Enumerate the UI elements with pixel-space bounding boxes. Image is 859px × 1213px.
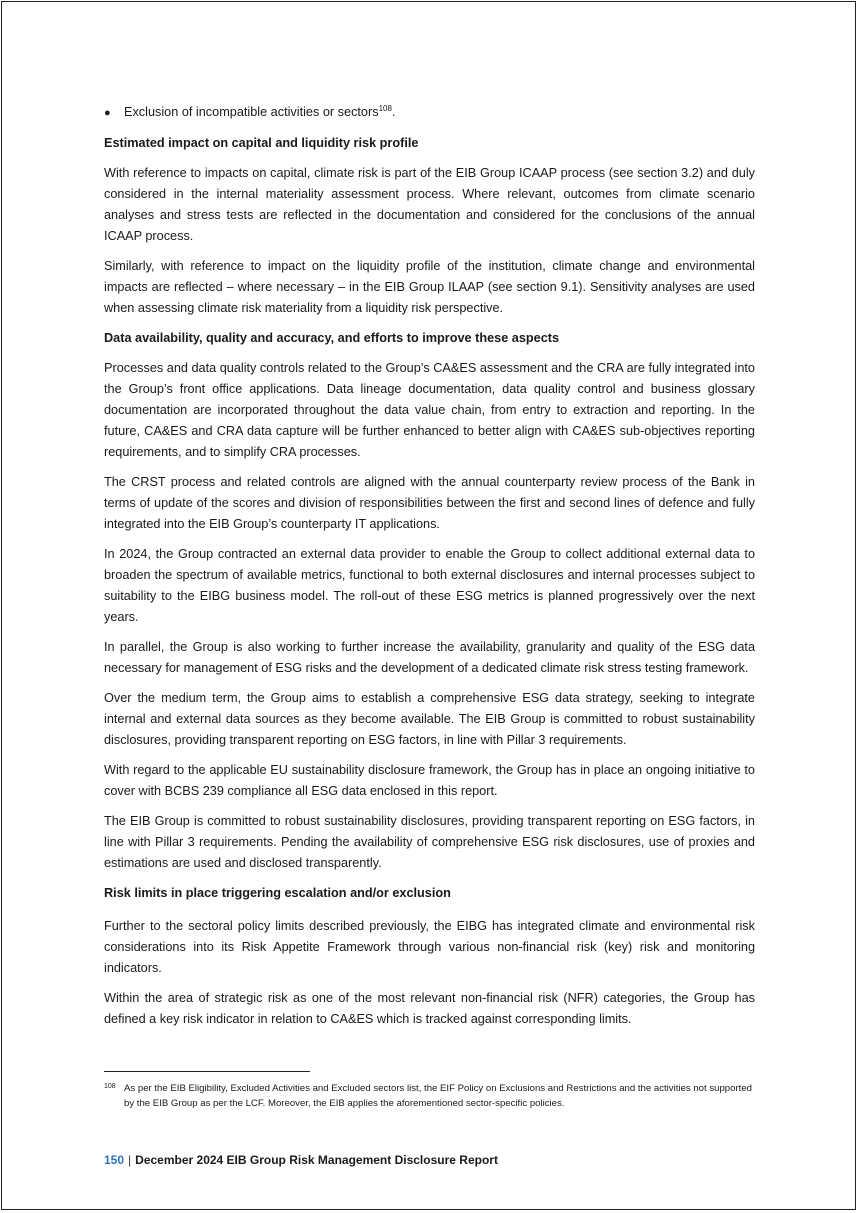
capital-heading: Estimated impact on capital and liquidity risk profile [104, 136, 419, 150]
data-paragraph-1: Processes and data quality controls related to the Group’s CA&ES assessment and the CRA are fully integrated into the Group’s front office applications. Data lineage documentation, data quality control and business glossary documentation are incorporated throughout the data value chain, from entry to extraction and reporting. In the future, CA&ES and CRA data capture will be further enhanced to better align with CA&ES sub-objectives reporting requirements, and to simplify CRA processes. [104, 361, 755, 459]
bullet-text: Exclusion of incompatible activities or sectors [124, 105, 379, 119]
page-body [104, 102, 755, 1039]
limits-paragraph-2: Within the area of strategic risk as one of the most relevant non-financial risk (NFR) categories, the Group has defined a key risk indicator in relation to CA&ES which is tracked against corresponding limits. [104, 991, 755, 1026]
capital-paragraph-2: Similarly, with reference to impact on the liquidity profile of the institution, climate change and environmental impacts are reflected – where necessary – in the EIB Group ILAAP (see section 9.1). Sensitivity analyses are used when assessing climate risk materiality from a liquidity risk perspective. [104, 259, 755, 315]
footnote-reference[interactable]: 108 [378, 104, 392, 113]
data-paragraph-3: In 2024, the Group contracted an external data provider to enable the Group to collect additional external data to broaden the spectrum of available metrics, functional to both external disclosures and internal processes subject to suitability to the EIBG business model. The roll-out of these ESG metrics is planned progressively over the next years. [104, 547, 755, 624]
limits-paragraph-1: Further to the sectoral policy limits described previously, the EIBG has integrated climate and environmental risk considerations into its Risk Appetite Framework through various non-financial risk (key) risk and monitoring indicators. [104, 919, 755, 975]
capital-paragraph-1: With reference to impacts on capital, climate risk is part of the EIB Group ICAAP process (see section 3.2) and duly considered in the internal materiality assessment process. Where relevant, outcomes from climate scenario analyses and stress tests are reflected in the documentation and considered for the conclusions of the annual ICAAP process. [104, 166, 755, 243]
bullet-suffix: . [391, 105, 396, 119]
data-heading: Data availability, quality and accuracy, and efforts to improve these aspects [104, 331, 560, 345]
bullet-text-wrap [124, 102, 395, 123]
data-paragraph-4: In parallel, the Group is also working to further increase the availability, granularity and quality of the ESG data necessary for management of ESG risks and the development of a dedicated climate risk stress testing framework. [104, 640, 755, 675]
footnote-text: As per the EIB Eligibility, Excluded Activities and Excluded sectors list, the EIF Policy on Exclusions and Restrictions and the activities not supported by the EIB Group as per the LCF. Moreover, the EIB applies the aforementioned sector-specific policies. [124, 1083, 752, 1109]
data-paragraph-5: Over the medium term, the Group aims to establish a comprehensive ESG data strategy, seeking to integrate internal and external data sources as they become available. The EIB Group is committed to robust sustainability disclosures, providing transparent reporting on ESG factors, in line with Pillar 3 requirements. [104, 691, 755, 747]
page-number: 150 [104, 1153, 125, 1167]
data-paragraph-6: With regard to the applicable EU sustainability disclosure framework, the Group has in place an ongoing initiative to cover with BCBS 239 compliance all ESG data enclosed in this report. [104, 763, 755, 798]
footnote [104, 1081, 755, 1111]
bullet-item [104, 102, 755, 124]
footnote-number: 108 [104, 1083, 116, 1090]
footnote-divider [104, 1071, 310, 1072]
footer-separator: | [128, 1153, 132, 1167]
data-paragraph-7: The EIB Group is committed to robust sustainability disclosures, providing transparent reporting on ESG factors, in line with Pillar 3 requirements. Pending the availability of comprehensive ESG risk disclosures, use of proxies and estimations are used and disclosed transparently. [104, 814, 755, 870]
bullet-dot-icon: ● [104, 107, 111, 119]
data-paragraph-2: The CRST process and related controls are aligned with the annual counterparty review process of the Bank in terms of update of the scores and division of responsibilities between the first and second lines of defence and fully integrated into the EIB Group’s counterparty IT applications. [104, 475, 755, 531]
report-title: December 2024 EIB Group Risk Management Disclosure Report [135, 1153, 498, 1167]
page-footer [104, 1152, 498, 1168]
limits-heading: Risk limits in place triggering escalation and/or exclusion [104, 886, 451, 900]
